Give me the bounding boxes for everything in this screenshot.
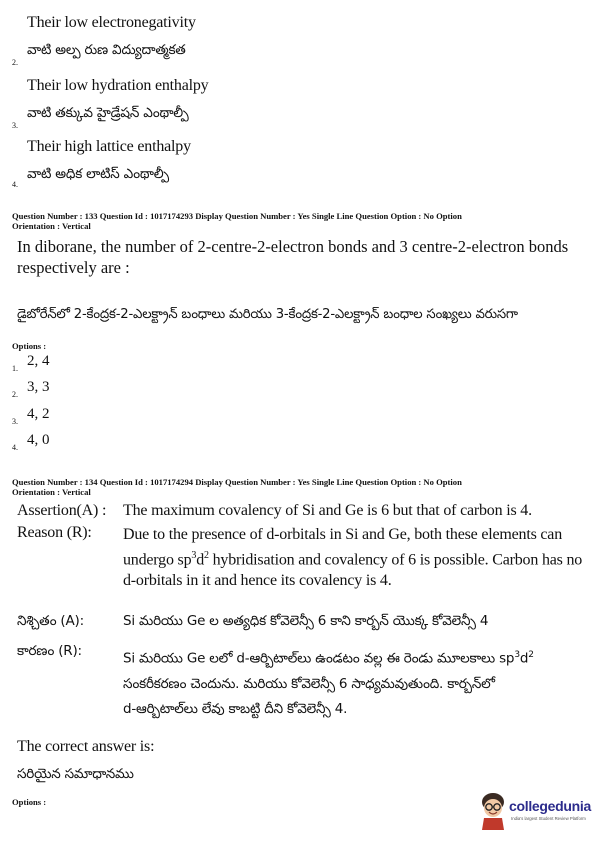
option-telugu: వాటి తక్కువ హైడ్రేషన్ ఎంథాల్పీ	[27, 105, 189, 121]
correct-answer-telugu: సరియైన సమాధానము	[17, 766, 134, 782]
option-number: 3.	[12, 121, 18, 130]
te-reason-line: Si మరియు Ge లలో d-ఆర్బిటాల్‌లు ఉండటం వల్ల ఈ రెండు మూలకాలు $sp^3d^2$	[123, 650, 534, 667]
options-label: Options :	[12, 341, 47, 351]
option-text[interactable]: 2, 4	[27, 353, 50, 369]
option-number: 2.	[12, 58, 18, 67]
question-meta: Question Number : 133 Question Id : 1017174293 Display Question Number : Yes Single Line Question Option : No Option	[12, 211, 462, 221]
option-text[interactable]: 4, 0	[27, 432, 50, 448]
question-telugu: డైబోరేన్‌లో 2-కేంద్రక-2-ఎలక్ట్రాన్ బంధాలు మరియు 3-కేంద్రక-2-ఎలక్ట్రాన్ బంధాల సంఖ్యలు వరుసగా	[17, 307, 518, 322]
assertion-label: Assertion(A) :	[17, 502, 107, 519]
logo-tagline: India's largest Student Review Platform	[511, 816, 586, 821]
te-reason-line: సంకరీకరణం చెందును. మరియు కోవెలెన్సీ 6 సాధ్యమవుతుంది. కార్బన్‌లో	[123, 675, 495, 692]
option-number: 3.	[12, 417, 18, 426]
reason-line: Due to the presence of d-orbitals in Si and Ge, both these elements can	[123, 526, 562, 543]
question-meta-orientation: Orientation : Vertical	[12, 487, 91, 497]
question-meta: Question Number : 134 Question Id : 1017174294 Display Question Number : Yes Single Line Question Option : No Option	[12, 477, 462, 487]
option-text[interactable]: 3, 3	[27, 379, 50, 395]
te-reason-line: d-ఆర్బిటాల్‌లు లేవు కాబట్టి దీని కోవెలెన్సీ 4.	[123, 700, 348, 717]
question-line: respectively are :	[17, 258, 130, 277]
option-english: Their low electronegativity	[27, 14, 196, 31]
te-reason-text	[123, 643, 588, 722]
option-telugu: వాటి అధిక లాటిస్ ఎంథాల్పీ	[27, 166, 169, 182]
option-english: Their high lattice enthalpy	[27, 138, 191, 155]
option-telugu: వాటి అల్ప రుణ విద్యుదాత్మకత	[27, 42, 186, 58]
assertion-text: The maximum covalency of Si and Ge is 6 but that of carbon is 4.	[123, 502, 532, 519]
correct-answer-label: The correct answer is:	[17, 738, 155, 755]
mascot-icon	[478, 790, 508, 830]
reason-text	[123, 524, 588, 591]
question-meta-orientation: Orientation : Vertical	[12, 221, 91, 231]
options-label: Options :	[12, 797, 47, 807]
question-line: In diborane, the number of 2-centre-2-electron bonds and 3 centre-2-electron bonds	[17, 237, 569, 256]
te-reason-label: కారణం (R):	[17, 643, 82, 659]
logo-brand: collegedunia	[509, 798, 591, 814]
option-number: 4.	[12, 180, 18, 189]
reason-line: undergo $sp^3d^2$ hybridisation and covalency of 6 is possible. Carbon has no	[123, 550, 583, 569]
reason-label: Reason (R):	[17, 524, 92, 541]
option-number: 4.	[12, 443, 18, 452]
question-text	[17, 236, 587, 278]
te-assertion-label: నిశ్చితం (A):	[17, 613, 84, 629]
option-text[interactable]: 4, 2	[27, 406, 50, 422]
option-english: Their low hydration enthalpy	[27, 77, 209, 94]
option-number: 1.	[12, 364, 18, 373]
collegedunia-logo	[478, 790, 590, 832]
te-assertion-text: Si మరియు Ge ల అత్యధిక కోవెలెన్సీ 6 కాని కార్బన్ యొక్క కోవెలెన్సీ 4	[123, 613, 489, 629]
reason-line: d-orbitals in it and hence its covalency is 4.	[123, 572, 392, 590]
option-number: 2.	[12, 390, 18, 399]
